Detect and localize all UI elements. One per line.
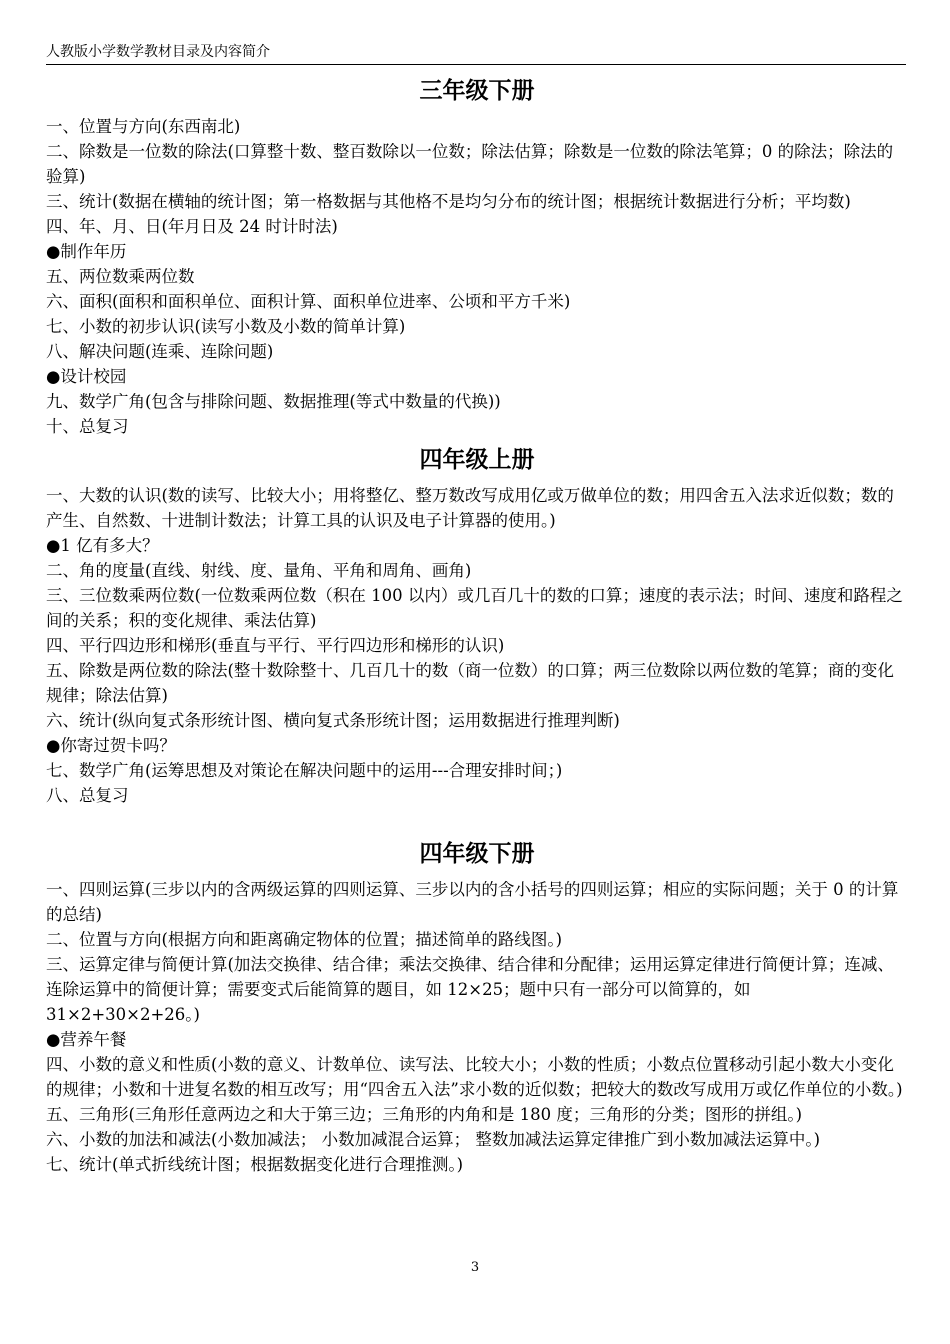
list-item: 三、三位数乘两位数(一位数乘两位数（积在 100 以内）或几百几十的数的口算；速度的表示法；时间、速度和路程之间的关系；积的变化规律、乘法估算) bbox=[46, 586, 903, 630]
document-body bbox=[46, 70, 908, 1177]
page-number: 3 bbox=[470, 1260, 480, 1275]
list-item: 二、角的度量(直线、射线、度、量角、平角和周角、画角) bbox=[46, 561, 472, 580]
list-item: 六、小数的加法和减法(小数加减法； 小数加减混合运算； 整数加减法运算定律推广到小数加减法运算中。) bbox=[46, 1130, 821, 1149]
list-item: 四、小数的意义和性质(小数的意义、计数单位、读写法、比较大小；小数的性质；小数点位置移动引起小数大小变化的规律；小数和十进复名数的相互改写；用“四舍五入法”求小数的近似数；把较大的数改写成用万或亿作单位的小数。) bbox=[46, 1055, 903, 1099]
list-item: ●1 亿有多大？ bbox=[46, 536, 159, 555]
list-item: 五、三角形(三角形任意两边之和大于第三边；三角形的内角和是 180 度；三角形的分类；图形的拼组。) bbox=[46, 1105, 803, 1124]
list-item: 一、大数的认识(数的读写、比较大小；用将整亿、整万数改写成用亿或万做单位的数；用四舍五入法求近似数；数的产生、自然数、十进制计数法；计算工具的认识及电子计算器的使用。) bbox=[46, 486, 894, 530]
list-item: 五、除数是两位数的除法(整十数除整十、几百几十的数（商一位数）的口算；两三位数除以两位数的笔算；商的变化规律；除法估算) bbox=[46, 661, 894, 705]
list-item: 八、总复习 bbox=[46, 786, 129, 805]
list-item: ●制作年历 bbox=[46, 242, 127, 261]
list-item: 七、小数的初步认识(读写小数及小数的简单计算) bbox=[46, 317, 406, 336]
list-item: 十、总复习 bbox=[46, 417, 129, 436]
list-item: 七、数学广角(运筹思想及对策论在解决问题中的运用---合理安排时间；) bbox=[46, 761, 563, 780]
list-item: 二、位置与方向(根据方向和距离确定物体的位置；描述简单的路线图。) bbox=[46, 930, 563, 949]
list-item: ●营养午餐 bbox=[46, 1030, 127, 1049]
list-item: ●你寄过贺卡吗？ bbox=[46, 736, 176, 755]
list-item: 五、两位数乘两位数 bbox=[46, 267, 195, 286]
list-item: 三、运算定律与简便计算(加法交换律、结合律；乘法交换律、结合律和分配律；运用运算定律进行简便计算；连减、连除运算中的简便计算；需要变式后能简算的题目，如 12×25；题中只有一部分可以简算的，如 31×2+30×2+26。) bbox=[46, 955, 894, 1024]
list-item: ●设计校园 bbox=[46, 367, 127, 386]
list-item: 三、统计(数据在横轴的统计图；第一格数据与其他格不是均匀分布的统计图；根据统计数据进行分析；平均数) bbox=[46, 192, 851, 211]
section-grade4-first-semester bbox=[46, 445, 908, 808]
section-title: 三年级下册 bbox=[419, 78, 535, 104]
list-item: 四、平行四边形和梯形(垂直与平行、平行四边形和梯形的认识) bbox=[46, 636, 505, 655]
list-item: 六、面积(面积和面积单位、面积计算、面积单位进率、公顷和平方千米) bbox=[46, 292, 571, 311]
section-title: 四年级上册 bbox=[419, 447, 535, 473]
list-item: 八、解决问题(连乘、连除问题) bbox=[46, 342, 274, 361]
list-item: 六、统计(纵向复式条形统计图、横向复式条形统计图；运用数据进行推理判断) bbox=[46, 711, 620, 730]
section-title: 四年级下册 bbox=[419, 841, 535, 867]
section-grade3-second-semester bbox=[46, 76, 908, 439]
list-item: 九、数学广角(包含与排除问题、数据推理(等式中数量的代换)) bbox=[46, 392, 501, 411]
list-item: 一、位置与方向(东西南北) bbox=[46, 117, 241, 136]
section-spacer bbox=[46, 808, 908, 833]
list-item: 二、除数是一位数的除法(口算整十数、整百数除以一位数；除法估算；除数是一位数的除法笔算；0 的除法；除法的验算) bbox=[46, 142, 894, 186]
page-header: 人教版小学数学教材目录及内容简介 bbox=[46, 42, 906, 65]
section-grade4-second-semester bbox=[46, 839, 908, 1177]
list-item: 四、年、月、日(年月日及 24 时计时法) bbox=[46, 217, 338, 236]
list-item: 七、统计(单式折线统计图；根据数据变化进行合理推测。) bbox=[46, 1155, 464, 1174]
list-item: 一、四则运算(三步以内的含两级运算的四则运算、三步以内的含小括号的四则运算；相应的实际问题；关于 0 的计算的总结) bbox=[46, 880, 899, 924]
